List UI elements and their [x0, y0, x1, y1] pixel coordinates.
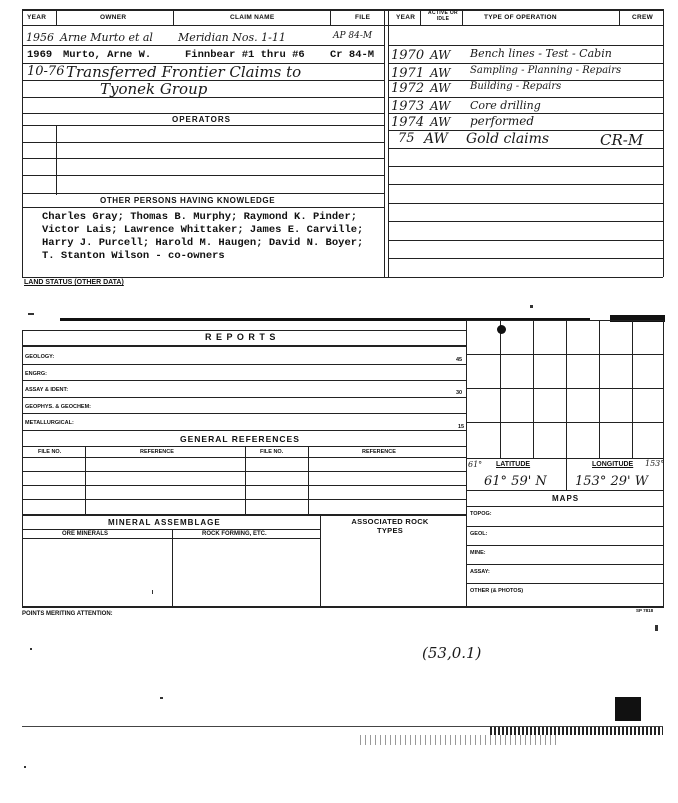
other-persons-line-2: Victor Lais; Lawrence Whittaker; James E. Carville; [42, 224, 364, 236]
lon-prefix: 153° [645, 459, 665, 468]
other-persons-line-3: Harry J. Purcell; Harold M. Haugen; David N. Boyer; [42, 237, 364, 249]
ops-row-6-crew: CR-M [600, 131, 644, 149]
header-year-ops: YEAR [396, 14, 416, 21]
ops-row-3-type: Building - Repairs [470, 81, 562, 92]
maps-title: MAPS [552, 494, 580, 503]
longitude-label: LONGITUDE [592, 461, 634, 468]
ops-row-3-status: AW [430, 81, 451, 95]
owner-row-2-claim: Finnbear #1 thru #6 [185, 49, 305, 61]
gr-col-ref2: REFERENCE [362, 449, 396, 455]
ops-row-1-status: AW [430, 48, 451, 62]
owner-row-1-year: 1956 [26, 31, 54, 44]
points-meriting-label: POINTS MERITING ATTENTION: [22, 611, 113, 617]
reports-assay: ASSAY & IDENT: [25, 387, 69, 393]
owner-row-2-owner: Murto, Arne W. [63, 49, 152, 61]
owner-row-1-owner: Arne Murto et al [60, 31, 153, 44]
ops-row-1-type: Bench lines - Test - Cabin [470, 47, 612, 60]
other-persons-label: OTHER PERSONS HAVING KNOWLEDGE [100, 196, 276, 205]
other-persons-line-4: T. Stanton Wilson - co-owners [42, 250, 225, 262]
other-persons-line-1: Charles Gray; Thomas B. Murphy; Raymond K. Pinder; [42, 211, 358, 223]
ops-row-2-year: 1971 [391, 66, 425, 81]
header-crew: CREW [632, 14, 654, 21]
ops-row-6-type: Gold claims [466, 131, 550, 147]
mineral-title: MINERAL ASSEMBLAGE [108, 518, 221, 527]
owner-row-2-file: Cr 84-M [330, 49, 375, 61]
reports-geology-num: 45 [456, 357, 463, 363]
header-owner: OWNER [100, 14, 127, 21]
ore-minerals-label: ORE MINERALS [62, 531, 109, 537]
owner-row-3-owner: Transferred Frontier Claims to [66, 63, 302, 81]
owner-row-1-file: AP 84-M [333, 31, 373, 41]
header-claim-name: CLAIM NAME [230, 14, 275, 21]
reports-title: R E P O R T S [205, 332, 277, 342]
land-status-label: LAND STATUS (OTHER DATA) [24, 279, 124, 286]
ops-row-4-type: Core drilling [470, 99, 541, 112]
reports-geophys: GEOPHYS. & GEOCHEM: [25, 404, 92, 410]
general-references-title: GENERAL REFERENCES [180, 434, 300, 444]
ops-row-6-status: AW [424, 131, 448, 147]
associated-rock-types-label: ASSOCIATED ROCK TYPES [351, 517, 429, 535]
gr-col-file1: FILE NO. [38, 449, 62, 455]
maps-mine: MINE: [470, 550, 486, 556]
maps-other: OTHER (& PHOTOS) [470, 588, 524, 594]
gr-col-file2: FILE NO. [260, 449, 284, 455]
header-active-idle: ACTIVE OR IDLE [428, 10, 458, 22]
reports-engrg: ENGRG: [25, 371, 47, 377]
ops-row-5-year: 1974 [391, 115, 425, 130]
rock-forming-label: ROCK FORMING, ETC. [202, 531, 267, 537]
ops-row-4-status: AW [430, 99, 451, 113]
maps-assay: ASSAY: [470, 569, 490, 575]
ops-row-3-year: 1972 [391, 81, 425, 96]
map-grid-marker [497, 325, 506, 334]
form-code: SP 7818 [636, 608, 654, 613]
header-year: YEAR [27, 14, 47, 21]
maps-geol: GEOL: [470, 531, 488, 537]
owner-row-4-owner: Tyonek Group [100, 80, 208, 98]
ops-row-1-year: 1970 [391, 48, 425, 63]
ops-row-6-year: 75 [398, 131, 415, 146]
owner-row-2-year: 1969 [27, 49, 53, 61]
ops-row-2-type: Sampling - Planning - Repairs [470, 65, 622, 76]
ops-row-4-year: 1973 [391, 99, 425, 114]
reports-metallurgical-num: 15 [458, 424, 465, 430]
ops-row-5-status: AW [430, 115, 451, 129]
lat-prefix: 61° [468, 460, 483, 469]
latitude-value: 61° 59' N [484, 474, 547, 489]
gr-col-ref1: REFERENCE [140, 449, 174, 455]
ops-row-5-type: performed [470, 114, 535, 128]
longitude-value: 153° 29' W [575, 474, 649, 489]
owner-row-1-claim: Meridian Nos. 1-11 [178, 31, 286, 44]
grid-reference: (53,0.1) [422, 644, 482, 662]
header-file: FILE [355, 14, 371, 21]
maps-topog: TOPOG: [470, 511, 492, 517]
reports-assay-num: 30 [456, 390, 463, 396]
ops-row-2-status: AW [430, 66, 451, 80]
operators-label: OPERATORS [172, 115, 231, 124]
owner-row-3-year: 10-76 [27, 64, 65, 79]
reports-metallurgical: METALLURGICAL: [25, 420, 74, 426]
reports-geology: GEOLOGY: [25, 354, 55, 360]
header-type-of-operation: TYPE OF OPERATION [484, 14, 557, 21]
latitude-label: LATITUDE [496, 461, 531, 468]
